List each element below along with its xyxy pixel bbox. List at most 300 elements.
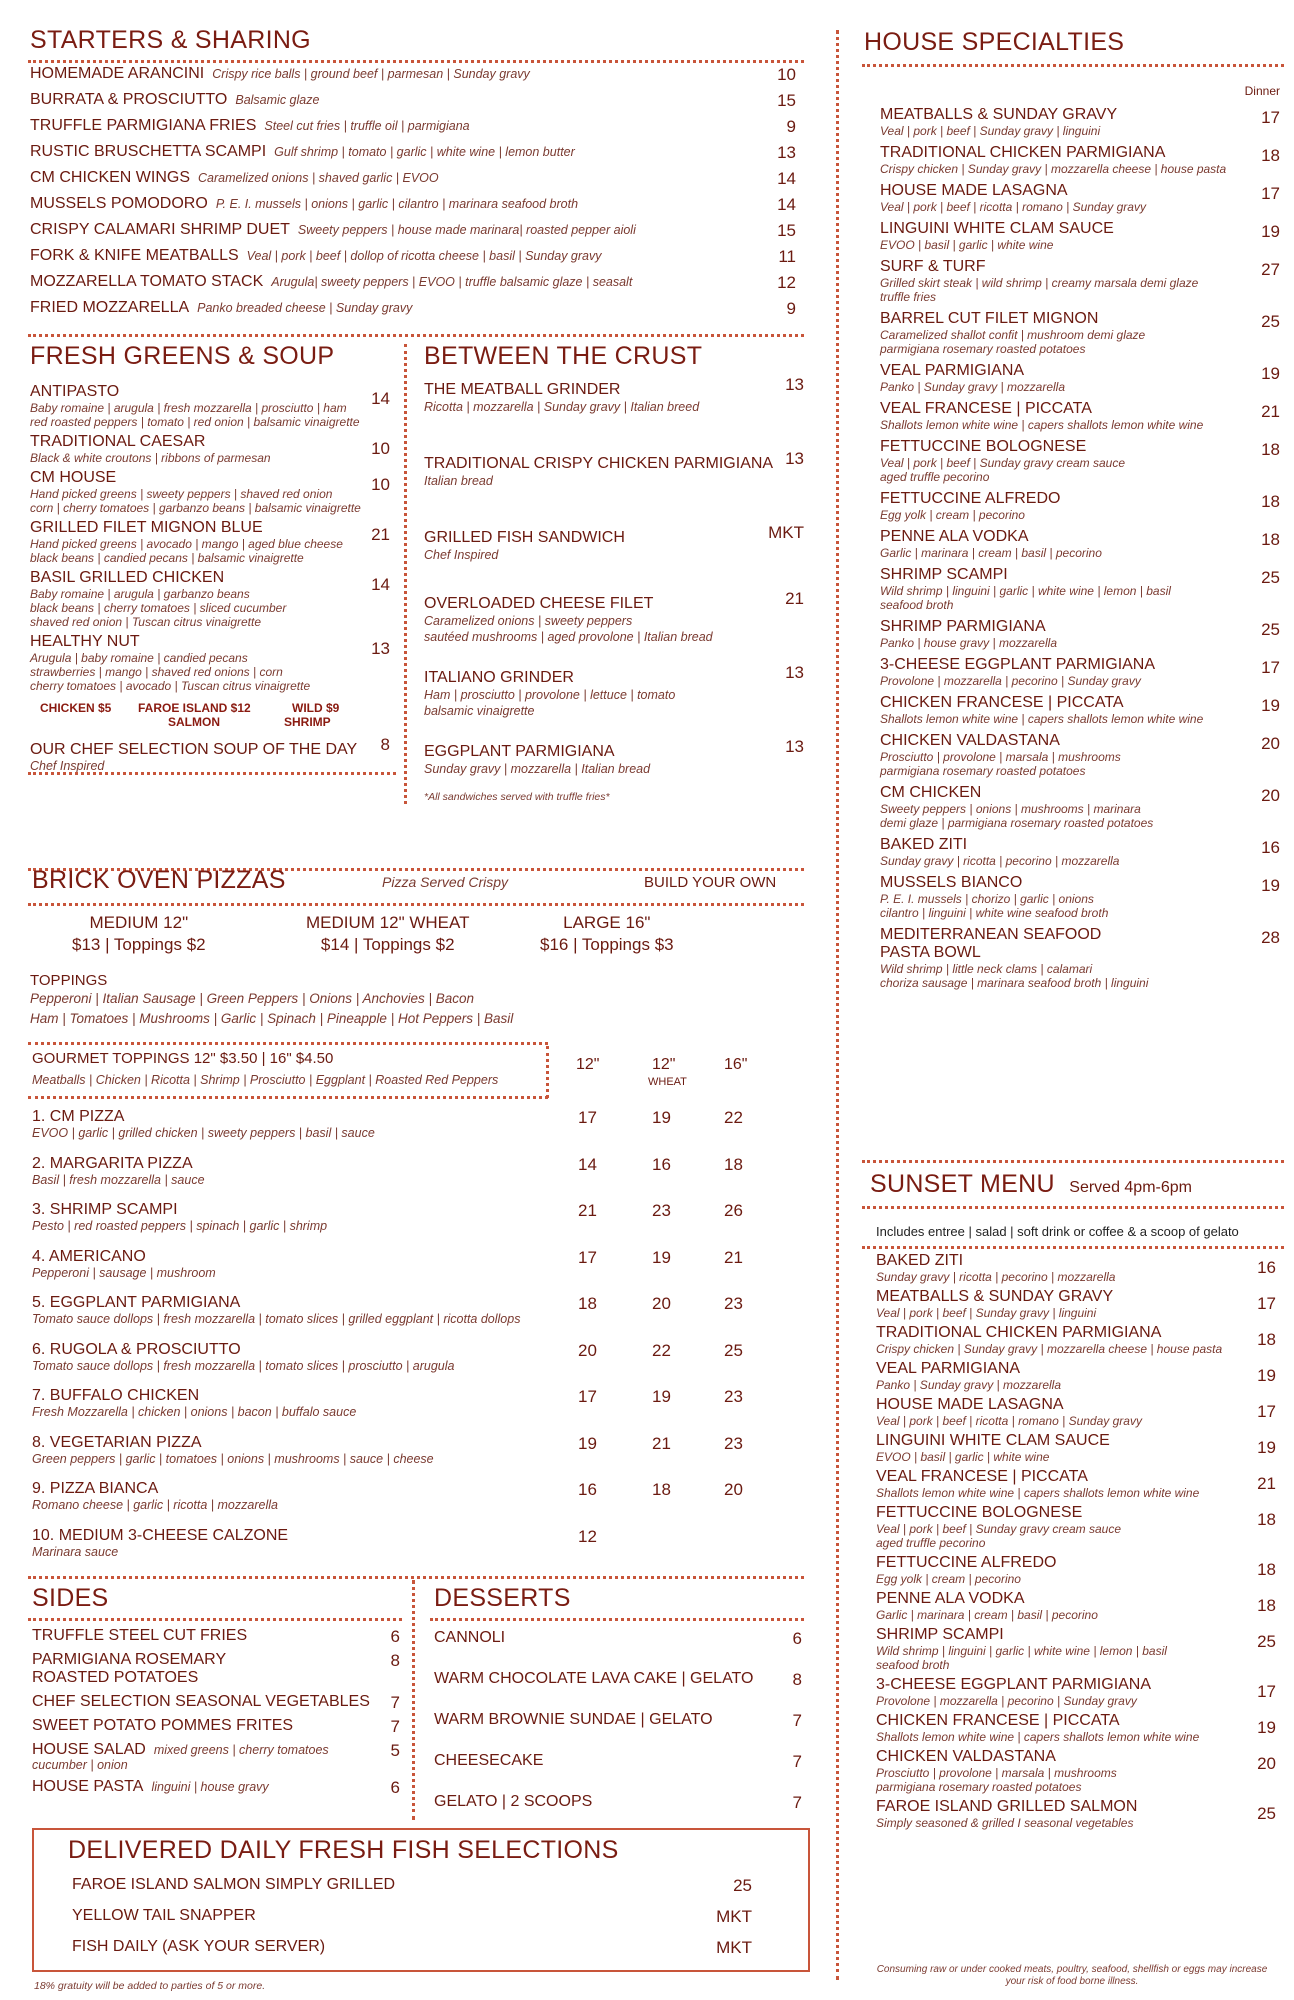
greens-item: [30, 633, 394, 693]
house-desc: Grilled skirt steak | wild shrimp | creamy marsala demi glaze: [880, 276, 1199, 290]
sunset-name: FAROE ISLAND GRILLED SALMON: [876, 1798, 1138, 1815]
pizza-sizes: [30, 912, 802, 962]
sunset-name: SHRIMP SCAMPI: [876, 1626, 1004, 1643]
side-name: HOUSE PASTA: [32, 1778, 144, 1795]
crust-price: 13: [785, 663, 804, 682]
sunset-list: [876, 1252, 1276, 1834]
greens-desc: Black & white croutons | ribbons of parmesan: [30, 451, 271, 465]
side-price: 6: [390, 1778, 400, 1797]
crust-item: [424, 449, 808, 529]
sunset-desc: Egg yolk | cream | pecorino: [876, 1572, 1021, 1586]
greens-desc: shaved red onion | Tuscan citrus vinaigrette: [30, 615, 262, 629]
house-desc: EVOO | basil | garlic | white wine: [880, 238, 1054, 252]
pizza-price-16: 23: [724, 1433, 743, 1453]
house-desc: Caramelized shallot confit | mushroom demi glaze: [880, 328, 1146, 342]
starter-item: [30, 273, 800, 299]
build-your-own: BUILD YOUR OWN: [644, 874, 777, 891]
pizza-price-12: 19: [578, 1433, 597, 1453]
crust-item: [424, 523, 808, 595]
greens-price: 10: [371, 475, 390, 494]
sunset-price: 25: [1257, 1804, 1276, 1823]
house-item: [880, 220, 1280, 252]
pizza-price-wheat: 18: [652, 1480, 671, 1499]
starter-name: BURRATA & PROSCIUTTO: [30, 91, 228, 108]
pizza-price-wheat: 19: [652, 1108, 671, 1127]
starter-item: [30, 169, 800, 195]
pizza-price-wheat: 21: [652, 1433, 671, 1453]
crust-desc: Chef Inspired: [424, 548, 499, 562]
divider: [862, 64, 1284, 67]
starter-desc: Crispy rice balls | ground beef | parmesan | Sunday gravy: [212, 67, 530, 81]
house-price: 19: [1261, 876, 1280, 895]
sunset-desc: Wild shrimp | linguini | garlic | white wine | lemon | basil: [876, 1644, 1167, 1658]
pizza-desc: Green peppers | garlic | tomatoes | onions | mushrooms | sauce | cheese: [32, 1451, 434, 1466]
house-price: 18: [1261, 146, 1280, 165]
starter-price: 9: [786, 117, 796, 136]
side-item: [32, 1651, 402, 1687]
greens-item: [30, 383, 394, 429]
house-price: 20: [1261, 786, 1280, 805]
sunset-item: [876, 1396, 1276, 1428]
house-desc: Sweety peppers | onions | mushrooms | marinara: [880, 802, 1141, 816]
sunset-price: 18: [1257, 1510, 1276, 1529]
fish-name: FISH DAILY (ASK YOUR SERVER): [72, 1938, 326, 1955]
side-price: 7: [390, 1717, 400, 1736]
house-name: LINGUINI WHITE CLAM SAUCE: [880, 220, 1114, 237]
house-name: HOUSE MADE LASAGNA: [880, 182, 1068, 199]
side-desc: linguini | house gravy: [151, 1780, 269, 1794]
sunset-includes: Includes entree | salad | soft drink or coffee & a scoop of gelato: [876, 1224, 1239, 1239]
starter-item: [30, 195, 800, 221]
soup-price: 8: [380, 735, 390, 754]
pizza-price-16: 18: [724, 1154, 743, 1174]
greens-desc: black beans | cherry tomatoes | sliced cucumber: [30, 601, 287, 615]
toppings-title: TOPPINGS: [30, 972, 108, 989]
house-name: FETTUCCINE BOLOGNESE: [880, 438, 1087, 455]
fish-item: [72, 1938, 792, 1969]
divider: [404, 344, 407, 804]
house-price: 25: [1261, 312, 1280, 331]
dessert-name: WARM CHOCOLATE LAVA CAKE | GELATO: [434, 1670, 754, 1687]
desserts-title: DESSERTS: [434, 1584, 571, 1612]
house-desc: Wild shrimp | little neck clams | calamari: [880, 962, 1093, 976]
starter-item: [30, 143, 800, 169]
side-price: 5: [390, 1741, 400, 1760]
size-large-label: LARGE 16": [563, 913, 651, 932]
fish-item: [72, 1907, 792, 1938]
house-item: [880, 732, 1280, 778]
sunset-item: [876, 1288, 1276, 1320]
sides-section: [32, 1584, 402, 1802]
divider: [862, 1206, 1284, 1209]
starter-name: FRIED MOZZARELLA: [30, 299, 190, 316]
size-medium-label: MEDIUM 12": [89, 913, 189, 932]
starter-item: [30, 299, 800, 325]
crust-note: *All sandwiches served with truffle fries*: [424, 791, 610, 803]
fish-name: YELLOW TAIL SNAPPER: [72, 1907, 256, 1924]
starter-desc: Balsamic glaze: [235, 93, 320, 107]
greens-desc: corn | cherry tomatoes | garbanzo beans | balsamic vinaigrette: [30, 501, 361, 515]
house-desc: Egg yolk | cream | pecorino: [880, 508, 1025, 522]
house-desc: Veal | pork | beef | ricotta | romano | Sunday gravy: [880, 200, 1146, 214]
crust-section: [424, 342, 808, 803]
house-item: [880, 438, 1280, 484]
pizza-list: [32, 1108, 802, 1573]
sunset-desc: Provolone | mozzarella | pecorino | Sunday gravy: [876, 1694, 1137, 1708]
starter-price: 9: [786, 299, 796, 318]
pizza-desc: EVOO | garlic | grilled chicken | sweety peppers | basil | sauce: [32, 1126, 375, 1140]
sunset-desc-2: seafood broth: [876, 1658, 950, 1672]
greens-item: [30, 433, 394, 465]
house-item: [880, 784, 1280, 830]
greens-price: 14: [371, 389, 390, 408]
house-section: [864, 28, 1280, 990]
pizza-item: [32, 1480, 802, 1527]
sunset-price: 25: [1257, 1632, 1276, 1651]
sunset-price: 17: [1257, 1294, 1276, 1313]
head-12-wheat: 12": [652, 1056, 676, 1073]
starter-item: [30, 65, 800, 91]
head-12: 12": [576, 1056, 600, 1073]
side-name: CHEF SELECTION SEASONAL VEGETABLES: [32, 1693, 370, 1710]
divider: [28, 60, 804, 63]
gourmet-block: [32, 1050, 552, 1087]
house-desc: Veal | pork | beef | Sunday gravy cream sauce: [880, 456, 1126, 470]
sunset-price: 17: [1257, 1682, 1276, 1701]
house-desc: Sunday gravy | ricotta | pecorino | mozzarella: [880, 854, 1120, 868]
sunset-name: 3-CHEESE EGGPLANT PARMIGIANA: [876, 1676, 1152, 1693]
addon-chicken: CHICKEN $5: [40, 701, 112, 715]
house-name: MEATBALLS & SUNDAY GRAVY: [880, 106, 1118, 123]
starter-item: [30, 91, 800, 117]
side-line: [32, 1741, 402, 1759]
side-item: [32, 1627, 402, 1645]
sunset-desc: Garlic | marinara | cream | basil | pecorino: [876, 1608, 1098, 1622]
greens-price: 13: [371, 639, 390, 658]
crust-desc: Ricotta | mozzarella | Sunday gravy | Italian breed: [424, 400, 700, 414]
size-wheat-label: MEDIUM 12" WHEAT: [306, 913, 470, 932]
house-name: SHRIMP PARMIGIANA: [880, 618, 1046, 635]
sunset-desc: Shallots lemon white wine | capers shallots lemon white wine: [876, 1730, 1200, 1744]
sunset-desc: EVOO | basil | garlic | white wine: [876, 1450, 1050, 1464]
pizza-item: [32, 1387, 802, 1434]
sunset-name: BAKED ZITI: [876, 1252, 964, 1269]
sunset-desc: Veal | pork | beef | Sunday gravy | linguini: [876, 1306, 1097, 1320]
house-desc: Veal | pork | beef | Sunday gravy | linguini: [880, 124, 1101, 138]
dessert-price: 8: [792, 1670, 802, 1689]
divider: [28, 1096, 548, 1099]
divider: [862, 1160, 1284, 1163]
sunset-item: [876, 1554, 1276, 1586]
divider: [28, 772, 396, 775]
addon-salmon: FAROE ISLAND $12: [138, 701, 251, 715]
side-desc: mixed greens | cherry tomatoes: [153, 1743, 329, 1757]
divider: [546, 1046, 549, 1098]
size-large-price: $16 | Toppings $3: [540, 935, 674, 954]
pizza-header: [32, 866, 802, 906]
sunset-name: TRADITIONAL CHICKEN PARMIGIANA: [876, 1324, 1162, 1341]
starter-price: 15: [777, 221, 796, 240]
pizza-price-16: 21: [724, 1247, 743, 1267]
pizza-price-12: 14: [578, 1154, 597, 1174]
pizza-item: [32, 1434, 802, 1481]
greens-name: HEALTHY NUT: [30, 633, 140, 650]
house-item: [880, 926, 1280, 990]
greens-item: [30, 569, 394, 629]
house-name: CM CHICKEN: [880, 784, 982, 801]
starter-name: TRUFFLE PARMIGIANA FRIES: [30, 117, 257, 134]
pizza-name: 8. VEGETARIAN PIZZA: [32, 1433, 202, 1451]
starter-desc: Caramelized onions | shaved garlic | EVOO: [198, 171, 439, 185]
greens-desc: Hand picked greens | avocado | mango | aged blue cheese: [30, 537, 343, 551]
pizza-item: [32, 1248, 802, 1295]
pizza-desc: Pepperoni | sausage | mushroom: [32, 1265, 216, 1280]
starter-name: HOMEMADE ARANCINI: [30, 65, 205, 82]
sunset-price: 21: [1257, 1474, 1276, 1493]
house-price: 18: [1261, 530, 1280, 549]
side-price: 8: [390, 1651, 400, 1670]
crust-item: [424, 737, 808, 783]
sunset-name: HOUSE MADE LASAGNA: [876, 1396, 1064, 1413]
pizza-name: 5. EGGPLANT PARMIGIANA: [32, 1294, 241, 1311]
pizza-name: 6. RUGOLA & PROSCIUTTO: [32, 1340, 241, 1358]
crust-price: 21: [785, 589, 804, 608]
crust-name: GRILLED FISH SANDWICH: [424, 529, 625, 546]
greens-title: FRESH GREENS & SOUP: [30, 342, 335, 370]
starter-price: 12: [777, 273, 796, 292]
crust-price: 13: [785, 449, 804, 468]
greens-name: BASIL GRILLED CHICKEN: [30, 569, 225, 586]
side-item: [32, 1693, 402, 1711]
sunset-item: [876, 1676, 1276, 1708]
house-price: 28: [1261, 928, 1280, 947]
crust-desc: sautéed mushrooms | aged provolone | Italian bread: [424, 630, 713, 644]
pizza-price-12: 17: [578, 1108, 597, 1127]
greens-desc: Baby romaine | arugula | garbanzo beans: [30, 587, 250, 601]
sunset-name: FETTUCCINE BOLOGNESE: [876, 1504, 1083, 1521]
pizza-price-12: 17: [578, 1387, 597, 1406]
house-price: 17: [1261, 108, 1280, 127]
warning-line1: Consuming raw or under cooked meats, poultry, seafood, shellfish or eggs may increase: [876, 1964, 1268, 1975]
sunset-served: Served 4pm-6pm: [1069, 1179, 1192, 1196]
sunset-item: [876, 1432, 1276, 1464]
house-item: [880, 258, 1280, 304]
house-desc: Crispy chicken | Sunday gravy | mozzarella cheese | house pasta: [880, 162, 1227, 176]
sunset-name: FETTUCCINE ALFREDO: [876, 1554, 1057, 1571]
side-line: [32, 1651, 402, 1669]
sunset-name: VEAL FRANCESE | PICCATA: [876, 1468, 1088, 1485]
starter-name: MUSSELS POMODORO: [30, 195, 208, 212]
starter-desc: Veal | pork | beef | dollop of ricotta cheese | basil | Sunday gravy: [246, 249, 602, 263]
size-wheat: [306, 912, 469, 956]
sunset-price: 20: [1257, 1754, 1276, 1773]
house-name: BAKED ZITI: [880, 836, 968, 853]
sunset-desc: Sunday gravy | ricotta | pecorino | mozzarella: [876, 1270, 1116, 1284]
house-desc: Shallots lemon white wine | capers shallots lemon white wine: [880, 418, 1204, 432]
pizza-title: BRICK OVEN PIZZAS: [32, 866, 286, 894]
crust-price: 13: [785, 375, 804, 394]
protein-addons: [30, 697, 394, 731]
pizza-price-wheat: 16: [652, 1154, 671, 1174]
dessert-name: CANNOLI: [434, 1629, 506, 1646]
greens-item: [30, 519, 394, 565]
side-name-2: ROASTED POTATOES: [32, 1669, 199, 1686]
house-name: VEAL FRANCESE | PICCATA: [880, 400, 1092, 417]
house-name: BARREL CUT FILET MIGNON: [880, 310, 1099, 327]
house-price: 18: [1261, 492, 1280, 511]
house-price: 19: [1261, 696, 1280, 715]
starter-item: [30, 117, 800, 143]
sunset-name: PENNE ALA VODKA: [876, 1590, 1025, 1607]
sunset-desc: Prosciutto | provolone | marsala | mushrooms: [876, 1766, 1117, 1780]
warning-line2: your risk of food borne illness.: [1005, 1976, 1139, 1987]
sunset-price: 18: [1257, 1596, 1276, 1615]
house-item: [880, 656, 1280, 688]
pizza-item: [32, 1108, 802, 1155]
gourmet-title: GOURMET TOPPINGS 12" $3.50 | 16" $4.50: [32, 1050, 334, 1067]
side-price: 7: [390, 1693, 400, 1712]
sunset-price: 19: [1257, 1718, 1276, 1737]
house-price: 21: [1261, 402, 1280, 421]
crust-item: [424, 663, 808, 743]
sunset-item: [876, 1324, 1276, 1356]
toppings-line1: Pepperoni | Italian Sausage | Green Peppers | Onions | Anchovies | Bacon: [30, 991, 475, 1006]
sides-title: SIDES: [32, 1584, 109, 1612]
pizza-price-wheat: 22: [652, 1340, 671, 1360]
starter-desc: Steel cut fries | truffle oil | parmigiana: [264, 119, 470, 133]
sunset-desc: Panko | Sunday gravy | mozzarella: [876, 1378, 1061, 1392]
dessert-price: 7: [792, 1793, 802, 1812]
fish-price: 25: [733, 1876, 752, 1895]
greens-price: 10: [371, 439, 390, 458]
pizza-price-16: 20: [724, 1480, 743, 1499]
pizza-desc: Tomato sauce dollops | fresh mozzarella | tomato slices | grilled eggplant | ricotta dollops: [32, 1312, 521, 1326]
house-item: [880, 490, 1280, 522]
sunset-price: 18: [1257, 1560, 1276, 1579]
divider: [28, 1576, 804, 1579]
dessert-item: [434, 1711, 804, 1752]
starter-desc: Sweety peppers | house made marinara| roasted pepper aioli: [297, 223, 636, 237]
greens-desc: strawberries | mango | shaved red onions | corn: [30, 665, 283, 679]
starter-name: RUSTIC BRUSCHETTA SCAMPI: [30, 143, 267, 160]
divider: [28, 903, 804, 906]
sunset-desc: Veal | pork | beef | ricotta | romano | Sunday gravy: [876, 1414, 1142, 1428]
house-price: 17: [1261, 658, 1280, 677]
fish-price: MKT: [716, 1907, 752, 1926]
crust-name: ITALIANO GRINDER: [424, 669, 574, 686]
addon-shrimp-label: SHRIMP: [284, 715, 331, 729]
house-price: 27: [1261, 260, 1280, 279]
greens-name: TRADITIONAL CAESAR: [30, 433, 206, 450]
starter-price: 14: [777, 169, 796, 188]
sunset-item: [876, 1626, 1276, 1672]
greens-price: 14: [371, 575, 390, 594]
size-medium-price: $13 | Toppings $2: [72, 935, 206, 954]
pizza-subtitle: Pizza Served Crispy: [382, 874, 509, 890]
pizza-name: 1. CM PIZZA: [32, 1108, 125, 1125]
starter-desc: Arugula| sweety peppers | EVOO | truffle balsamic glaze | seasalt: [271, 275, 633, 289]
crust-name: TRADITIONAL CRISPY CHICKEN PARMIGIANA: [424, 455, 774, 472]
pizza-price-wheat: 19: [652, 1387, 671, 1406]
dessert-price: 7: [792, 1711, 802, 1730]
pizza-name: 7. BUFFALO CHICKEN: [32, 1387, 200, 1404]
fish-item: [72, 1876, 792, 1907]
sunset-price: 16: [1257, 1258, 1276, 1277]
greens-item: [30, 469, 394, 515]
divider: [28, 1042, 548, 1045]
house-desc-2: parmigiana rosemary roasted potatoes: [880, 764, 1086, 778]
pizza-price-16: 22: [724, 1108, 743, 1127]
pizza-name: 10. MEDIUM 3-CHEESE CALZONE: [32, 1526, 289, 1544]
starters-title: STARTERS & SHARING: [30, 26, 311, 54]
house-name: TRADITIONAL CHICKEN PARMIGIANA: [880, 144, 1166, 161]
house-desc-2: cilantro | linguini | white wine seafood broth: [880, 906, 1109, 920]
side-line: [32, 1778, 402, 1796]
starter-item: [30, 221, 800, 247]
sunset-desc: Veal | pork | beef | Sunday gravy cream sauce: [876, 1522, 1122, 1536]
pizza-name: 3. SHRIMP SCAMPI: [32, 1201, 178, 1218]
house-item: [880, 310, 1280, 356]
house-item: [880, 566, 1280, 612]
pizza-price-12: 18: [578, 1294, 597, 1313]
house-name: VEAL PARMIGIANA: [880, 362, 1025, 379]
side-price: 6: [390, 1627, 400, 1646]
gratuity-note: 18% gratuity will be added to parties of 5 or more.: [34, 1980, 266, 1992]
crust-desc: Caramelized onions | sweety peppers: [424, 614, 633, 628]
pizza-price-12: 12: [578, 1526, 597, 1546]
crust-name: THE MEATBALL GRINDER: [424, 381, 621, 398]
fish-title: DELIVERED DAILY FRESH FISH SELECTIONS: [68, 1836, 619, 1864]
dessert-name: GELATO | 2 SCOOPS: [434, 1793, 593, 1810]
starter-desc: Gulf shrimp | tomato | garlic | white wine | lemon butter: [274, 145, 575, 159]
house-desc: Provolone | mozzarella | pecorino | Sunday gravy: [880, 674, 1141, 688]
pizza-item: [32, 1341, 802, 1388]
pizza-desc: Fresh Mozzarella | chicken | onions | bacon | buffalo sauce: [32, 1405, 357, 1419]
house-desc-2: choriza sausage | marinara seafood broth | linguini: [880, 976, 1149, 990]
house-name: MUSSELS BIANCO: [880, 874, 1023, 891]
side-name: PARMIGIANA ROSEMARY: [32, 1651, 227, 1668]
crust-title: BETWEEN THE CRUST: [424, 342, 703, 370]
divider: [412, 1580, 415, 1820]
dessert-price: 6: [792, 1629, 802, 1648]
pizza-item: [32, 1294, 802, 1341]
house-desc-2: seafood broth: [880, 598, 954, 612]
starter-price: 11: [778, 247, 796, 266]
sunset-name: MEATBALLS & SUNDAY GRAVY: [876, 1288, 1114, 1305]
house-name: 3-CHEESE EGGPLANT PARMIGIANA: [880, 656, 1156, 673]
pizza-item: [32, 1155, 802, 1202]
size-large: [540, 912, 674, 956]
sunset-item: [876, 1252, 1276, 1284]
house-name: PENNE ALA VODKA: [880, 528, 1029, 545]
sunset-desc-2: aged truffle pecorino: [876, 1536, 986, 1550]
pizza-price-12: 16: [578, 1480, 597, 1499]
sunset-item: [876, 1468, 1276, 1500]
sunset-item: [876, 1798, 1276, 1830]
sunset-section: [870, 1170, 1280, 1199]
fish-price: MKT: [716, 1938, 752, 1957]
pizza-price-wheat: 20: [652, 1294, 671, 1313]
side-item: [32, 1778, 402, 1796]
addon-salmon-label: SALMON: [168, 715, 220, 729]
divider: [28, 1618, 402, 1621]
dessert-item: [434, 1670, 804, 1711]
crust-desc: Sunday gravy | mozzarella | Italian bread: [424, 762, 651, 776]
dessert-name: CHEESECAKE: [434, 1752, 544, 1769]
side-desc-2: cucumber | onion: [32, 1758, 128, 1772]
pizza-price-16: 23: [724, 1294, 743, 1313]
pizza-name: 4. AMERICANO: [32, 1247, 146, 1265]
